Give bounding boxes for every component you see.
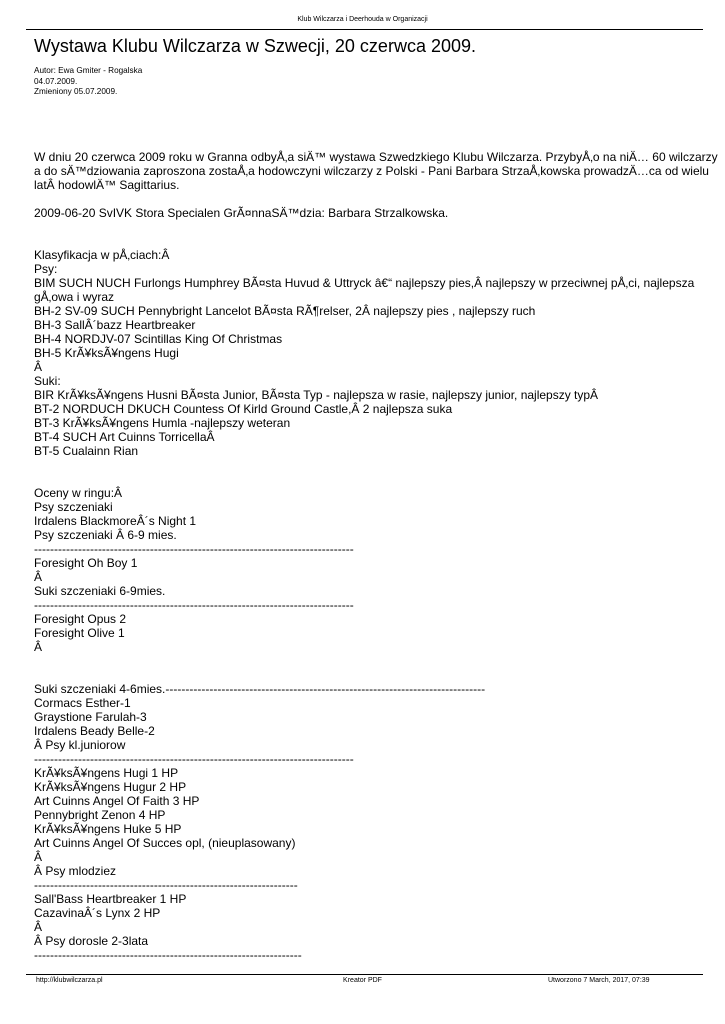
class-heading: Suki szczeniaki 6-9mies. [34, 584, 166, 598]
result-line: BIR KrÃ¥ksÃ¥ngens Husni BÃ¤sta Junior, BÃ¤sta Typ - najlepsza w rasie, najlepszy junior, najlepszy typÂ [34, 388, 599, 402]
result-line: Pennybright Zenon 4 HP [34, 808, 166, 822]
spacer [34, 668, 718, 682]
footer-created: Utworzono 7 March, 2017, 07:39 [548, 977, 650, 984]
result-line: KrÃ¥ksÃ¥ngens Hugur 2 HP [34, 780, 187, 794]
divider-line: -------------------------------------------------------------------------------- [34, 752, 354, 766]
article-title: Wystawa Klubu Wilczarza w Szwecji, 20 czerwca 2009. [34, 36, 476, 56]
spacer [34, 192, 718, 206]
show-info: 2009-06-20 SvIVK Stora Specialen GrÃ¤nnaSÄ™dzia: Barbara Strzalkowska. [34, 206, 449, 220]
result-line: BH-4 NORDJV-07 Scintillas King Of Christmas [34, 332, 283, 346]
article-author: Autor: Ewa Gmiter - Rogalska [34, 66, 143, 75]
text-line: Â [34, 640, 43, 654]
class-heading: Psy szczeniaki Â 6-9 mies. [34, 528, 177, 542]
result-line: Foresight Olive 1 [34, 626, 125, 640]
article-modified: Zmieniony 05.07.2009. [34, 87, 118, 96]
spacer [34, 472, 718, 486]
article-date: 04.07.2009. [34, 76, 78, 86]
divider-line: -------------------------------------------------------------------------------- [34, 598, 354, 612]
divider-line: ------------------------------------------------------------------ [34, 878, 298, 892]
text-line: Â [34, 360, 43, 374]
result-line: Irdalens Beady Belle-2 [34, 724, 155, 738]
divider-line: -------------------------------------------------------------------------------- [34, 542, 354, 556]
result-line: Sall'Bass Heartbreaker 1 HP [34, 892, 187, 906]
intro-line: W dniu 20 czerwca 2009 roku w Granna odbyÅ‚a siÄ™ wystawa Szwedzkiego Klubu Wilczarza. PrzybyÅ‚o na niÄ… 60 wilczarzy [34, 150, 718, 164]
text-line: Â [34, 850, 43, 864]
result-line: CazavinaÂ´s Lynx 2 HP [34, 906, 161, 920]
text-line: Â [34, 920, 43, 934]
result-line: BH-2 SV-09 SUCH Pennybright Lancelot BÃ¤sta RÃ¶relser, 2Â najlepszy pies , najlepszy ruch [34, 304, 536, 318]
text-line: Â [34, 570, 43, 584]
class-heading: Â Psy kl.juniorow [34, 738, 126, 752]
spacer [34, 234, 718, 248]
result-line: Graystione Farulah-3 [34, 710, 147, 724]
result-line: BH-3 SallÂ´bazz Heartbreaker [34, 318, 196, 332]
spacer [34, 458, 718, 472]
result-line: Art Cuinns Angel Of Faith 3 HP [34, 794, 200, 808]
footer-generator: Kreator PDF [343, 977, 382, 984]
page-header: Klub Wilczarza i Deerhouda w Organizacji [297, 16, 428, 23]
classification-heading: Klasyfikacja w pÅ‚ciach:Â [34, 248, 170, 262]
result-line: Art Cuinns Angel Of Succes opl, (nieuplasowany) [34, 836, 296, 850]
article-body [34, 150, 718, 962]
result-line: Foresight Oh Boy 1 [34, 556, 138, 570]
result-line: BT-5 Cualainn Rian [34, 444, 139, 458]
result-line: BIM SUCH NUCH Furlongs Humphrey BÃ¤sta Huvud & Uttryck â€“ najlepszy pies,Â najlepszy w przeciwnej pÅ‚ci, najlepsza [34, 276, 695, 290]
result-line: gÅ‚owa i wyraz [34, 290, 115, 304]
article-meta [34, 66, 142, 98]
class-heading: Â Psy dorosle 2-3lata [34, 934, 149, 948]
bitches-heading: Suki: [34, 374, 61, 388]
result-line: Foresight Opus 2 [34, 612, 127, 626]
spacer [34, 220, 718, 234]
dogs-heading: Psy: [34, 262, 58, 276]
intro-line: latÂ hodowlÄ™ Sagittarius. [34, 178, 180, 192]
divider-line: ------------------------------------------------------------------- [34, 948, 302, 962]
result-line: KrÃ¥ksÃ¥ngens Hugi 1 HP [34, 766, 179, 780]
class-heading: Psy szczeniaki [34, 500, 113, 514]
ring-heading: Oceny w ringu:Â [34, 486, 123, 500]
result-line: BT-2 NORDUCH DKUCH Countess Of Kirld Ground Castle,Â 2 najlepsza suka [34, 402, 453, 416]
footer-rule [26, 974, 703, 975]
result-line: BT-3 KrÃ¥ksÃ¥ngens Humla -najlepszy weteran [34, 416, 291, 430]
header-rule [26, 29, 703, 30]
footer-url: http://klubwilczarza.pl [36, 977, 103, 984]
result-line: BH-5 KrÃ¥ksÃ¥ngens Hugi [34, 346, 179, 360]
result-line: Irdalens BlackmoreÂ´s Night 1 [34, 514, 197, 528]
spacer [34, 654, 718, 668]
result-line: BT-4 SUCH Art Cuinns TorricellaÂ [34, 430, 215, 444]
intro-line: a do sÄ™dziowania zaproszona zostaÅ‚a hodowczyni wilczarzy z Polski - Pani Barbara StrzaÅ‚kowska prowadzÄ…ca od wielu [34, 164, 709, 178]
class-heading: Â Psy mlodziez [34, 864, 117, 878]
result-line: KrÃ¥ksÃ¥ngens Huke 5 HP [34, 822, 182, 836]
result-line: Cormacs Esther-1 [34, 696, 131, 710]
class-heading: Suki szczeniaki 4-6mies.-------------------------------------------------------------------------------- [34, 682, 486, 696]
